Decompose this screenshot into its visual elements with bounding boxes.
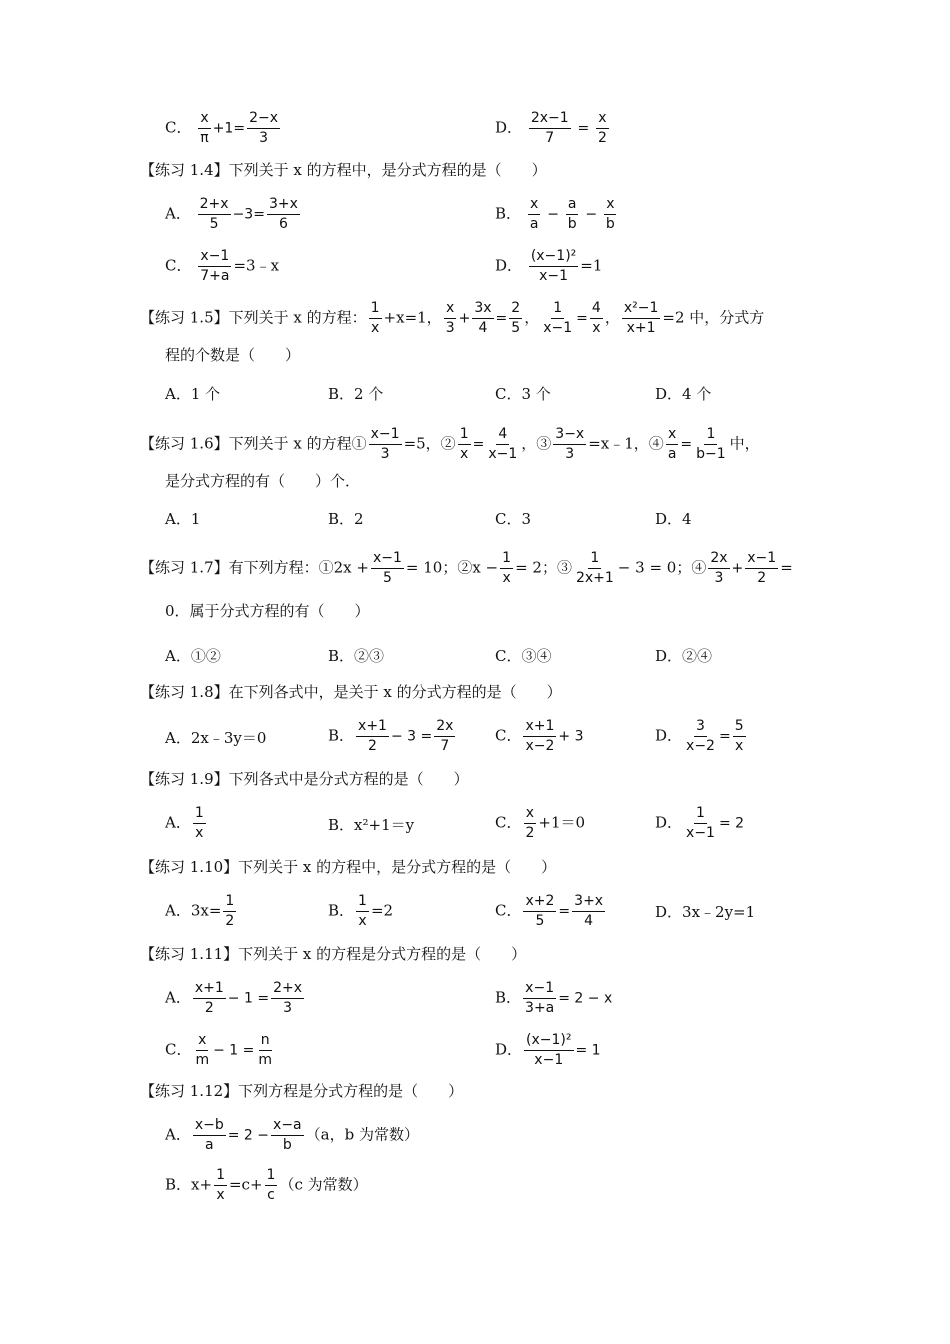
q16-option-d: D．4	[655, 510, 692, 528]
q111-option-b: B． $\frac{x-1}{3+a}$ = 2 − x	[495, 980, 613, 1016]
q110-option-d: D．3x﹣2y=1	[655, 903, 756, 921]
fraction: $\frac{1}{x-1}$	[686, 805, 715, 841]
fraction: $\frac{1}{c}$	[266, 1167, 276, 1203]
fraction: $\frac{\text{(x−1)²}}{x-1}$	[530, 248, 577, 284]
fraction: $\frac{3}{x-2}$	[686, 718, 715, 754]
fraction: $\frac{3-x}{3}$	[555, 426, 585, 462]
fraction: $\frac{2-x}{3}$	[249, 110, 279, 146]
fraction: $\frac{x}{2}$	[525, 805, 535, 841]
fraction: $\frac{2}{5}$	[511, 300, 521, 336]
fraction: $\frac{a}{b}$	[567, 196, 577, 232]
fraction: $\frac{x-1}{5}$	[372, 550, 402, 586]
fraction: $\frac{x}{m}$	[195, 1032, 210, 1068]
question-1-5-title: 【练习 1.5】下列关于 x 的方程： $\frac{1}{x}$ +x=1， $\frac{x}{3}$ + $\frac{3x}{4}$ = $\frac{2}{5}$ ， $\frac{1}{x-1}$ = $\frac{4}{x}$ ， $\frac{\text{x²−1}}{x+1}$ =2 中，分式方	[140, 300, 765, 336]
fraction: $\frac{x-1}{3}$	[370, 426, 400, 462]
q110-option-c: C． $\frac{x+2}{5}$ = $\frac{3+x}{4}$	[495, 893, 604, 929]
fraction: $\frac{1}{x}$	[459, 426, 469, 462]
q15-option-a: A．1 个	[165, 385, 221, 403]
q14-option-c: C． $\frac{x-1}{7+a}$ =3﹣x	[165, 248, 280, 284]
fraction: $\frac{x+1}{2}$	[194, 980, 224, 1016]
question-1-12-title: 【练习 1.12】下列方程是分式方程的是（ ）	[140, 1082, 464, 1100]
q17-option-c: C．③④	[495, 647, 552, 665]
fraction: $\frac{x}{2}$	[597, 110, 607, 146]
fraction: $\frac{4}{x}$	[591, 300, 601, 336]
question-1-10-title: 【练习 1.10】下列关于 x 的方程中，是分式方程的是（ ）	[140, 858, 557, 876]
fraction: $\frac{1}{x}$	[358, 893, 367, 929]
fraction: $\frac{x}{\pi}$	[200, 110, 209, 146]
q110-option-a: A．3x= $\frac{1}{2}$	[165, 893, 235, 929]
q15-option-d: D．4 个	[655, 385, 712, 403]
q18-option-c: C． $\frac{x+1}{x-2}$ + 3	[495, 718, 584, 754]
q111-option-c: C． $\frac{x}{m}$ − 1 = $\frac{n}{m}$	[165, 1032, 273, 1068]
fraction: $\frac{1}{b-1}$	[696, 426, 726, 462]
q14-option-b: B． $\frac{x}{a}$ − $\frac{a}{b}$ − $\frac{x}{b}$	[495, 196, 615, 232]
fraction: $\frac{1}{x-1}$	[543, 300, 573, 336]
q14-option-a: A． $\frac{2+x}{5}$ −3= $\frac{3+x}{6}$	[165, 196, 298, 232]
fraction: $\frac{x-1}{3+a}$	[525, 980, 555, 1016]
fraction: $\frac{1}{x}$	[502, 550, 512, 586]
q19-option-a: A． $\frac{1}{x}$	[165, 805, 204, 841]
q17-option-b: B．②③	[328, 647, 385, 665]
question-1-6-line2: 是分式方程的有（ ）个．	[165, 472, 361, 490]
fraction: $\frac{x+1}{x-2}$	[525, 718, 555, 754]
fraction: $\frac{2x}{7}$	[436, 718, 454, 754]
fraction: $\frac{1}{x}$	[216, 1167, 225, 1203]
q15-option-c: C．3 个	[495, 385, 551, 403]
q14-option-d: D． $\frac{\text{(x−1)²}}{x-1}$ =1	[495, 248, 603, 284]
q18-option-d: D． $\frac{3}{x-2}$ = $\frac{5}{x}$	[655, 718, 744, 754]
fraction: $\frac{2x-1}{7}$	[530, 110, 569, 146]
fraction: $\frac{1}{x}$	[370, 300, 380, 336]
q16-option-b: B．2	[328, 510, 364, 528]
fraction: $\frac{x-1}{2}$	[747, 550, 777, 586]
fraction: $\frac{3+x}{6}$	[268, 196, 298, 232]
question-1-5-line2: 程的个数是（ ）	[165, 346, 301, 364]
fraction: $\frac{\text{x²−1}}{x+1}$	[623, 300, 659, 336]
question-1-9-title: 【练习 1.9】下列各式中是分式方程的是（ ）	[140, 770, 469, 788]
fraction: $\frac{1}{2x+1}$	[575, 550, 614, 586]
fraction: $\frac{1}{2}$	[225, 893, 235, 929]
fraction: $\frac{x+2}{5}$	[525, 893, 555, 929]
q17-option-a: A．①②	[165, 647, 221, 665]
q13-option-c: C． $\frac{x}{\pi}$ +1= $\frac{2-x}{3}$	[165, 110, 279, 146]
fraction: $\frac{n}{m}$	[258, 1032, 273, 1068]
fraction: $\frac{2+x}{5}$	[199, 196, 229, 232]
fraction: $\frac{x}{b}$	[605, 196, 615, 232]
q19-option-b: B．x²+1＝y	[328, 816, 415, 834]
q110-option-b: B． $\frac{1}{x}$ =2	[328, 893, 394, 929]
q18-option-a: A．2x﹣3y＝0	[165, 729, 267, 747]
question-1-6-title: 【练习 1.6】下列关于 x 的方程① $\frac{x-1}{3}$ =5，② $\frac{1}{x}$ = $\frac{4}{x-1}$ ，③ $\frac{3-x}{3}$ =x﹣1，④ $\frac{x}{a}$ = $\frac{1}{b-1}$ 中，	[140, 426, 760, 462]
q13-option-d: D． $\frac{2x-1}{7}$ = $\frac{x}{2}$	[495, 110, 607, 146]
q18-option-b: B． $\frac{x+1}{2}$ − 3 = $\frac{2x}{7}$	[328, 718, 454, 754]
fraction: $\frac{x+1}{2}$	[358, 718, 387, 754]
q17-option-d: D．②④	[655, 647, 713, 665]
fraction: $\frac{x}{a}$	[667, 426, 677, 462]
q111-option-a: A． $\frac{x+1}{2}$ − 1 = $\frac{2+x}{3}$	[165, 980, 302, 1016]
fraction: $\frac{3+x}{4}$	[574, 893, 604, 929]
question-1-7-title: 【练习 1.7】有下列方程：①2x + $\frac{x-1}{5}$ = 10；②x − $\frac{1}{x}$ = 2；③ $\frac{1}{2x+1}$ − 3 = 0；④ $\frac{2x}{3}$ + $\frac{x-1}{2}$ =	[140, 550, 793, 586]
q19-option-d: D． $\frac{1}{x-1}$ = 2	[655, 805, 745, 841]
question-1-7-line2: 0．属于分式方程的有（ ）	[165, 602, 370, 620]
fraction: $\frac{\text{(x−1)²}}{x-1}$	[526, 1032, 572, 1068]
fraction: $\frac{2x}{3}$	[710, 550, 728, 586]
q16-option-a: A．1	[165, 510, 201, 528]
question-1-4-title: 【练习 1.4】下列关于 x 的方程中，是分式方程的是（ ）	[140, 161, 547, 179]
fraction: $\frac{x}{a}$	[529, 196, 539, 232]
question-1-8-title: 【练习 1.8】在下列各式中，是关于 x 的分式方程的是（ ）	[140, 683, 562, 701]
fraction: $\frac{x-1}{7+a}$	[200, 248, 230, 284]
fraction: $\frac{5}{x}$	[734, 718, 744, 754]
fraction: $\frac{1}{x}$	[194, 805, 204, 841]
fraction: $\frac{2+x}{3}$	[273, 980, 302, 1016]
fraction: $\frac{4}{x-1}$	[488, 426, 518, 462]
q16-option-c: C．3	[495, 510, 532, 528]
fraction: $\frac{x-b}{a}$	[194, 1117, 224, 1153]
q112-option-b: B．x+ $\frac{1}{x}$ =c+ $\frac{1}{c}$ （c 为常数）	[165, 1167, 368, 1203]
q15-option-b: B．2 个	[328, 385, 384, 403]
q19-option-c: C． $\frac{x}{2}$ +1＝0	[495, 805, 586, 841]
q112-option-a: A． $\frac{x-b}{a}$ = 2 − $\frac{x-a}{b}$ （a，b 为常数）	[165, 1117, 419, 1153]
question-1-11-title: 【练习 1.11】下列关于 x 的方程是分式方程的是（ ）	[140, 945, 527, 963]
fraction: $\frac{x}{3}$	[445, 300, 455, 336]
fraction: $\frac{3x}{4}$	[474, 300, 492, 336]
fraction: $\frac{x-a}{b}$	[273, 1117, 302, 1153]
q111-option-d: D． $\frac{\text{(x−1)²}}{x-1}$ = 1	[495, 1032, 601, 1068]
